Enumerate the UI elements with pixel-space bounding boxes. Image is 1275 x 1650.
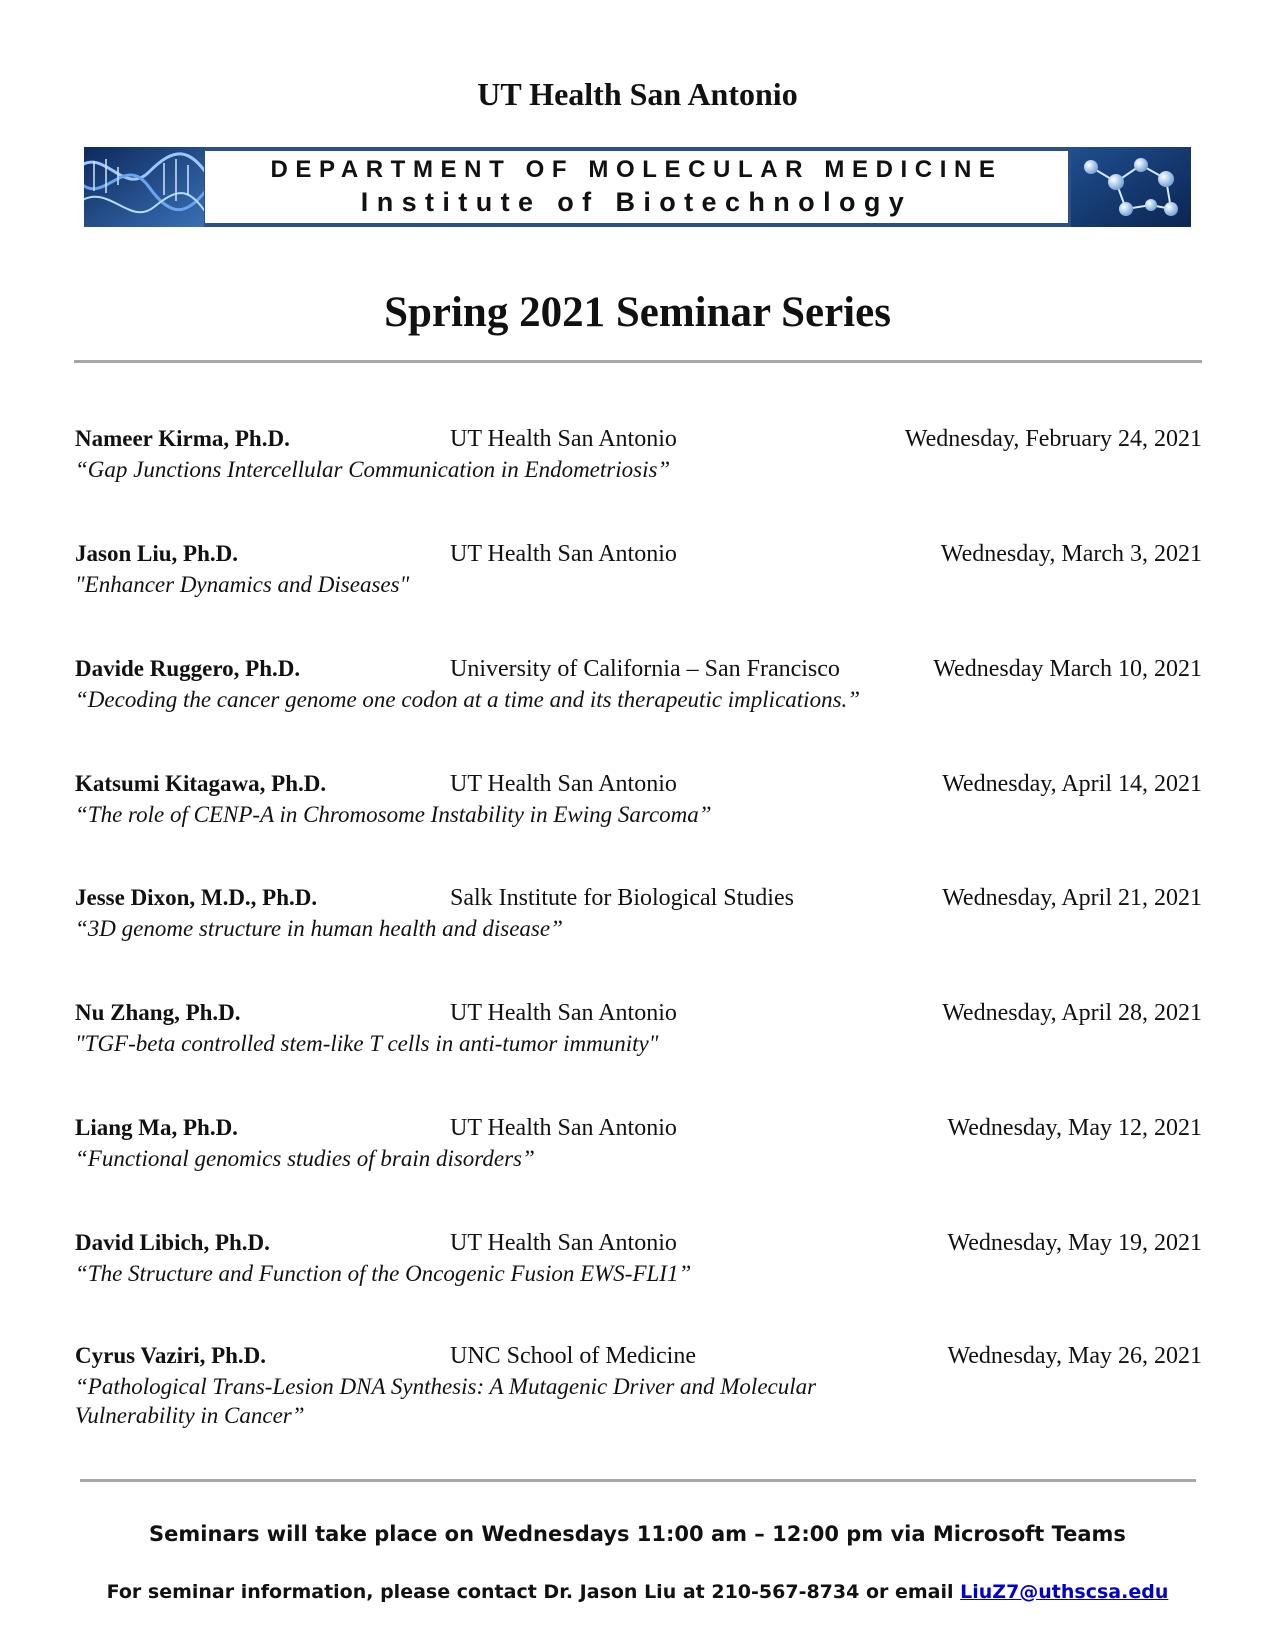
seminar-date: Wednesday, May 19, 2021 <box>947 1230 1202 1256</box>
talk-title: “Gap Junctions Intercellular Communication in Endometriosis” <box>75 457 671 482</box>
banner-text-panel <box>205 149 1068 225</box>
talk-title: "Enhancer Dynamics and Diseases" <box>75 572 410 597</box>
talk-title: "TGF-beta controlled stem-like T cells in anti-tumor immunity" <box>75 1031 659 1056</box>
talk-title: “The Structure and Function of the Oncogenic Fusion EWS-FLI1” <box>75 1261 692 1286</box>
talk-title: “Functional genomics studies of brain disorders” <box>75 1146 535 1171</box>
molecule-icon <box>1071 147 1191 227</box>
contact-email-link[interactable]: LiuZ7@uthscsa.edu <box>960 1581 1169 1603</box>
dna-helix-icon <box>84 147 204 227</box>
speaker-name: Nameer Kirma, Ph.D. <box>75 426 290 451</box>
contact-text: For seminar information, please contact Dr. Jason Liu at 210-567-8734 or email <box>106 1581 961 1603</box>
seminar-date: Wednesday March 10, 2021 <box>933 656 1202 682</box>
series-title: Spring 2021 Seminar Series <box>384 289 891 336</box>
seminar-entry <box>75 771 1202 851</box>
speaker-name: David Libich, Ph.D. <box>75 1230 270 1255</box>
speaker-affiliation: UT Health San Antonio <box>450 1115 677 1141</box>
institution-title: UT Health San Antonio <box>477 76 798 112</box>
seminar-date: Wednesday, May 12, 2021 <box>947 1115 1202 1141</box>
talk-title: “Decoding the cancer genome one codon at a time and its therapeutic implications.” <box>75 687 861 712</box>
speaker-affiliation: UT Health San Antonio <box>450 541 677 567</box>
speaker-name: Jesse Dixon, M.D., Ph.D. <box>75 885 318 910</box>
speaker-name: Liang Ma, Ph.D. <box>75 1115 238 1140</box>
seminar-entry <box>75 541 1202 621</box>
seminar-entry <box>75 426 1202 506</box>
speaker-name: Katsumi Kitagawa, Ph.D. <box>75 771 327 796</box>
speaker-affiliation: UNC School of Medicine <box>450 1343 696 1369</box>
seminar-entry <box>75 885 1202 965</box>
seminar-date: Wednesday, April 28, 2021 <box>942 1000 1202 1026</box>
talk-title: “The role of CENP-A in Chromosome Instability in Ewing Sarcoma” <box>75 802 712 827</box>
talk-title: “Pathological Trans-Lesion DNA Synthesis: A Mutagenic Driver and Molecular Vulnerability in Cancer” <box>75 1374 817 1428</box>
seminar-entry <box>75 1115 1202 1195</box>
speaker-affiliation: UT Health San Antonio <box>450 426 677 452</box>
contact-line <box>0 1581 1275 1603</box>
speaker-affiliation: UT Health San Antonio <box>450 1000 677 1026</box>
seminar-entry <box>75 656 1202 736</box>
seminar-entry <box>75 1000 1202 1080</box>
speaker-affiliation: University of California – San Francisco <box>450 656 840 682</box>
seminar-date: Wednesday, April 14, 2021 <box>942 771 1202 797</box>
seminar-date: Wednesday, April 21, 2021 <box>942 885 1202 911</box>
top-divider <box>74 360 1202 363</box>
speaker-name: Davide Ruggero, Ph.D. <box>75 656 301 681</box>
seminar-date: Wednesday, March 3, 2021 <box>940 541 1202 567</box>
speaker-affiliation: UT Health San Antonio <box>450 1230 677 1256</box>
speaker-name: Cyrus Vaziri, Ph.D. <box>75 1343 267 1368</box>
speaker-affiliation: UT Health San Antonio <box>450 771 677 797</box>
bottom-divider <box>80 1479 1196 1482</box>
schedule-note: Seminars will take place on Wednesdays 11:00 am – 12:00 pm via Microsoft Teams <box>149 1522 1126 1546</box>
speaker-name: Nu Zhang, Ph.D. <box>75 1000 241 1025</box>
seminar-entry <box>75 1230 1202 1310</box>
speaker-affiliation: Salk Institute for Biological Studies <box>450 885 794 911</box>
department-name: DEPARTMENT OF MOLECULAR MEDICINE <box>270 156 1003 183</box>
department-banner <box>84 147 1191 227</box>
institute-name: Institute of Biotechnology <box>360 187 913 217</box>
talk-title: “3D genome structure in human health and disease” <box>75 916 563 941</box>
speaker-name: Jason Liu, Ph.D. <box>75 541 238 566</box>
seminar-date: Wednesday, February 24, 2021 <box>904 426 1202 452</box>
seminar-date: Wednesday, May 26, 2021 <box>947 1343 1202 1369</box>
seminar-entry <box>75 1343 1202 1453</box>
